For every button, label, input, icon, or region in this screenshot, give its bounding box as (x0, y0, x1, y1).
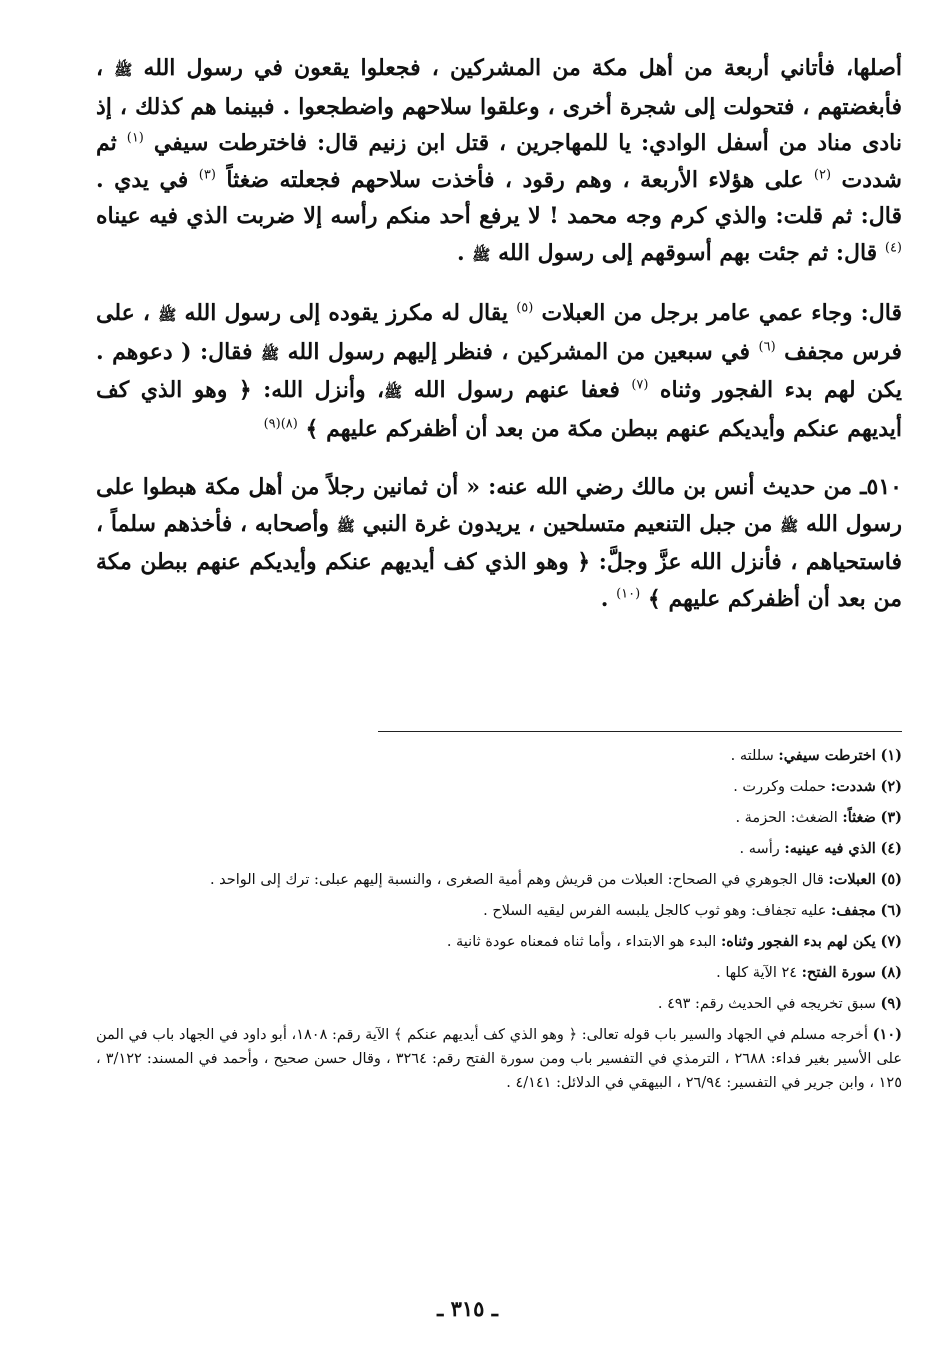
salutation-glyph: ﷺ (158, 306, 177, 324)
text-segment: ثم شددت (96, 130, 902, 193)
footnote-number: (٤) (880, 840, 902, 857)
footnote-text: سللته . (730, 748, 779, 764)
footnote-ref: (٤) (884, 240, 902, 256)
salutation-glyph: ﷺ (472, 245, 491, 264)
footnote-text: ٢٤ الآية كلها . (716, 965, 802, 981)
footnote (96, 992, 902, 1016)
footnote-term: اخترطت سيفي: (778, 747, 876, 764)
footnote-divider (378, 731, 902, 732)
text-segment: في سبعين من المشركين ، فنظر إليهم رسول الله (279, 338, 759, 365)
text-segment: يقال له مكرز يقوده إلى رسول الله (176, 300, 517, 326)
text-segment: على هؤلاء الأربعة ، وهم رقود ، فأخذت سلاحهم فجعلته ضغثاً (215, 166, 814, 193)
footnote-ref: (٥) (516, 300, 534, 316)
text-segment: . (456, 239, 473, 266)
text-segment: من جبل التنعيم متسلحين ، يريدون غرة النبي (354, 510, 781, 537)
footnote-text: عليه تجفاف: وهو ثوب كالجل يلبسه الفرس ليقيه السلاح . (483, 903, 832, 919)
paragraph-2 (96, 295, 902, 447)
footnote (96, 868, 902, 892)
footnote (96, 744, 902, 768)
footnote (96, 1023, 902, 1095)
footnote (96, 775, 902, 799)
footnote (96, 837, 902, 861)
footnote-text: الضغث: الحزمة . (735, 810, 843, 826)
footnote (96, 961, 902, 985)
footnote-number: (٩) (880, 995, 902, 1012)
footnotes (96, 744, 902, 1102)
footnote-text: حملت وكررت . (733, 779, 831, 795)
footnote-term: مجفف: (831, 902, 876, 919)
footnote-number: (٣) (880, 809, 902, 826)
quran-verse: ﴿ وهو الذي كف أيديهم عنكم وأيديكم عنهم ببطن مكة من بعد أن أظفركم عليهم ﴾ (96, 377, 902, 442)
footnote-ref: (٨)(٩) (263, 416, 298, 432)
footnote-number: (٦) (880, 902, 902, 919)
text-segment: ، فأبغضتهم ، فتحولت إلى شجرة أخرى ، وعلقوا سلاحهم واضطجعوا . فبينما هم كذلك ، إذ نادى مناد من أسفل الوادي: يا للمهاجرين ، قتل ابن زنيم قال: فاخترطت سيفي (96, 55, 902, 156)
footnote-term: سورة الفتح: (801, 964, 876, 981)
footnote-number: (١) (880, 747, 902, 764)
footnote (96, 806, 902, 830)
text-segment: قال: وجاء عمي عامر برجل من العبلات (533, 300, 902, 326)
footnote-number: (٨) (880, 964, 902, 981)
footnote-term: شددت: (830, 778, 876, 795)
footnote-text: سبق تخريجه في الحديث رقم: ٤٩٣ . (657, 996, 876, 1012)
footnote-ref: (٧) (631, 377, 649, 393)
footnote-term: ضغثاً: (842, 809, 876, 826)
footnote-term: الذي فيه عينيه: (784, 840, 876, 857)
footnote-ref: (١) (126, 130, 144, 146)
footnote-number: (٢) (880, 778, 902, 795)
text-segment: أصلها، فأتاني أربعة من أهل مكة من المشركين ، فجعلوا يقعون في رسول الله (132, 55, 902, 81)
text-segment: ، وأنزل الله: (251, 377, 385, 403)
footnote-number: (١٠) (872, 1026, 902, 1043)
text-segment: . (600, 585, 617, 612)
footnote-ref: (٦) (758, 339, 776, 355)
footnote-number: (٥) (880, 871, 902, 888)
quran-verse: ﴿ وهو الذي كف أيديهم عنكم وأيديكم عنهم ببطن مكة من بعد أن أظفركم عليهم ﴾ (96, 549, 902, 612)
footnote-ref: (١٠) (616, 586, 641, 602)
text-segment: ٥١٠ـ من حديث أنس بن مالك رضي الله عنه: « أن ثمانين رجلاً من أهل مكة هبطوا على رسول الله (96, 474, 902, 537)
paragraph-3-hadith-510 (96, 469, 902, 617)
text-segment (640, 586, 648, 612)
main-text (96, 50, 902, 617)
footnote-ref: (٢) (813, 167, 832, 183)
salutation-glyph: ﷺ (384, 383, 403, 401)
text-segment: وأصحابه ، فأخذهم سلماً ، فاستحياهم ، فأنزل الله عزَّ وجلَّ: (96, 510, 902, 575)
text-segment: فقال: ( دعوهم . يكن لهم بدء الفجور وثناه (96, 338, 902, 403)
text-segment: ، على فرس مجفف (96, 300, 902, 365)
text-segment (298, 416, 306, 442)
footnote (96, 930, 902, 954)
text-segment: قال: ثم جئت بهم أسوقهم إلى رسول الله (490, 239, 885, 266)
footnote-text: أخرجه مسلم في الجهاد والسير باب قوله تعالى: ﴿ وهو الذي كف أيديهم عنكم ﴾ الآية رقم: ١٨٠٨، أبو داود في الجهاد باب في المن على الأسير بغير فداء: ٢٦٨٨ ، الترمذي في التفسير باب ومن سورة الفتح رقم: ٣٢٦٤ ، وقال حسن صحيح ، وأحمد في المسند: ٣/١٢٢ ، ١٢٥ ، وابن جرير في التفسير: ٢٦/٩٤ ، البيهقي في الدلائل: ٤/١٤١ . (96, 1027, 902, 1091)
footnote-term: يكن لهم بدء الفجور وثناه: (720, 933, 876, 950)
salutation-glyph: ﷺ (780, 516, 799, 535)
salutation-glyph: ﷺ (114, 61, 133, 79)
footnote (96, 899, 902, 923)
salutation-glyph: ﷺ (260, 344, 280, 363)
text-segment: فعفا عنهم رسول الله (402, 377, 632, 403)
footnote-text: البدء هو الابتداء ، وأما ثناه فمعناه عودة ثانية . (446, 934, 721, 950)
footnote-text: قال الجوهري في الصحاح: العبلات من قريش وهم أمية الصغرى ، والنسبة إليهم عبلى: ترك إلى الواحد . (209, 872, 829, 888)
footnote-number: (٧) (880, 933, 902, 950)
paragraph-1 (96, 50, 902, 273)
footnote-term: العبلات: (828, 871, 876, 888)
footnote-ref: (٣) (198, 167, 216, 183)
page-number: ـ ٣١٥ ـ (437, 1296, 498, 1321)
text-segment: في يدي . قال: ثم قلت: والذي كرم وجه محمد ! لا يرفع أحد منكم رأسه إلا ضربت الذي فيه عيناه (96, 166, 903, 229)
salutation-glyph: ﷺ (336, 516, 355, 535)
footnote-text: رأسه . (739, 841, 785, 857)
